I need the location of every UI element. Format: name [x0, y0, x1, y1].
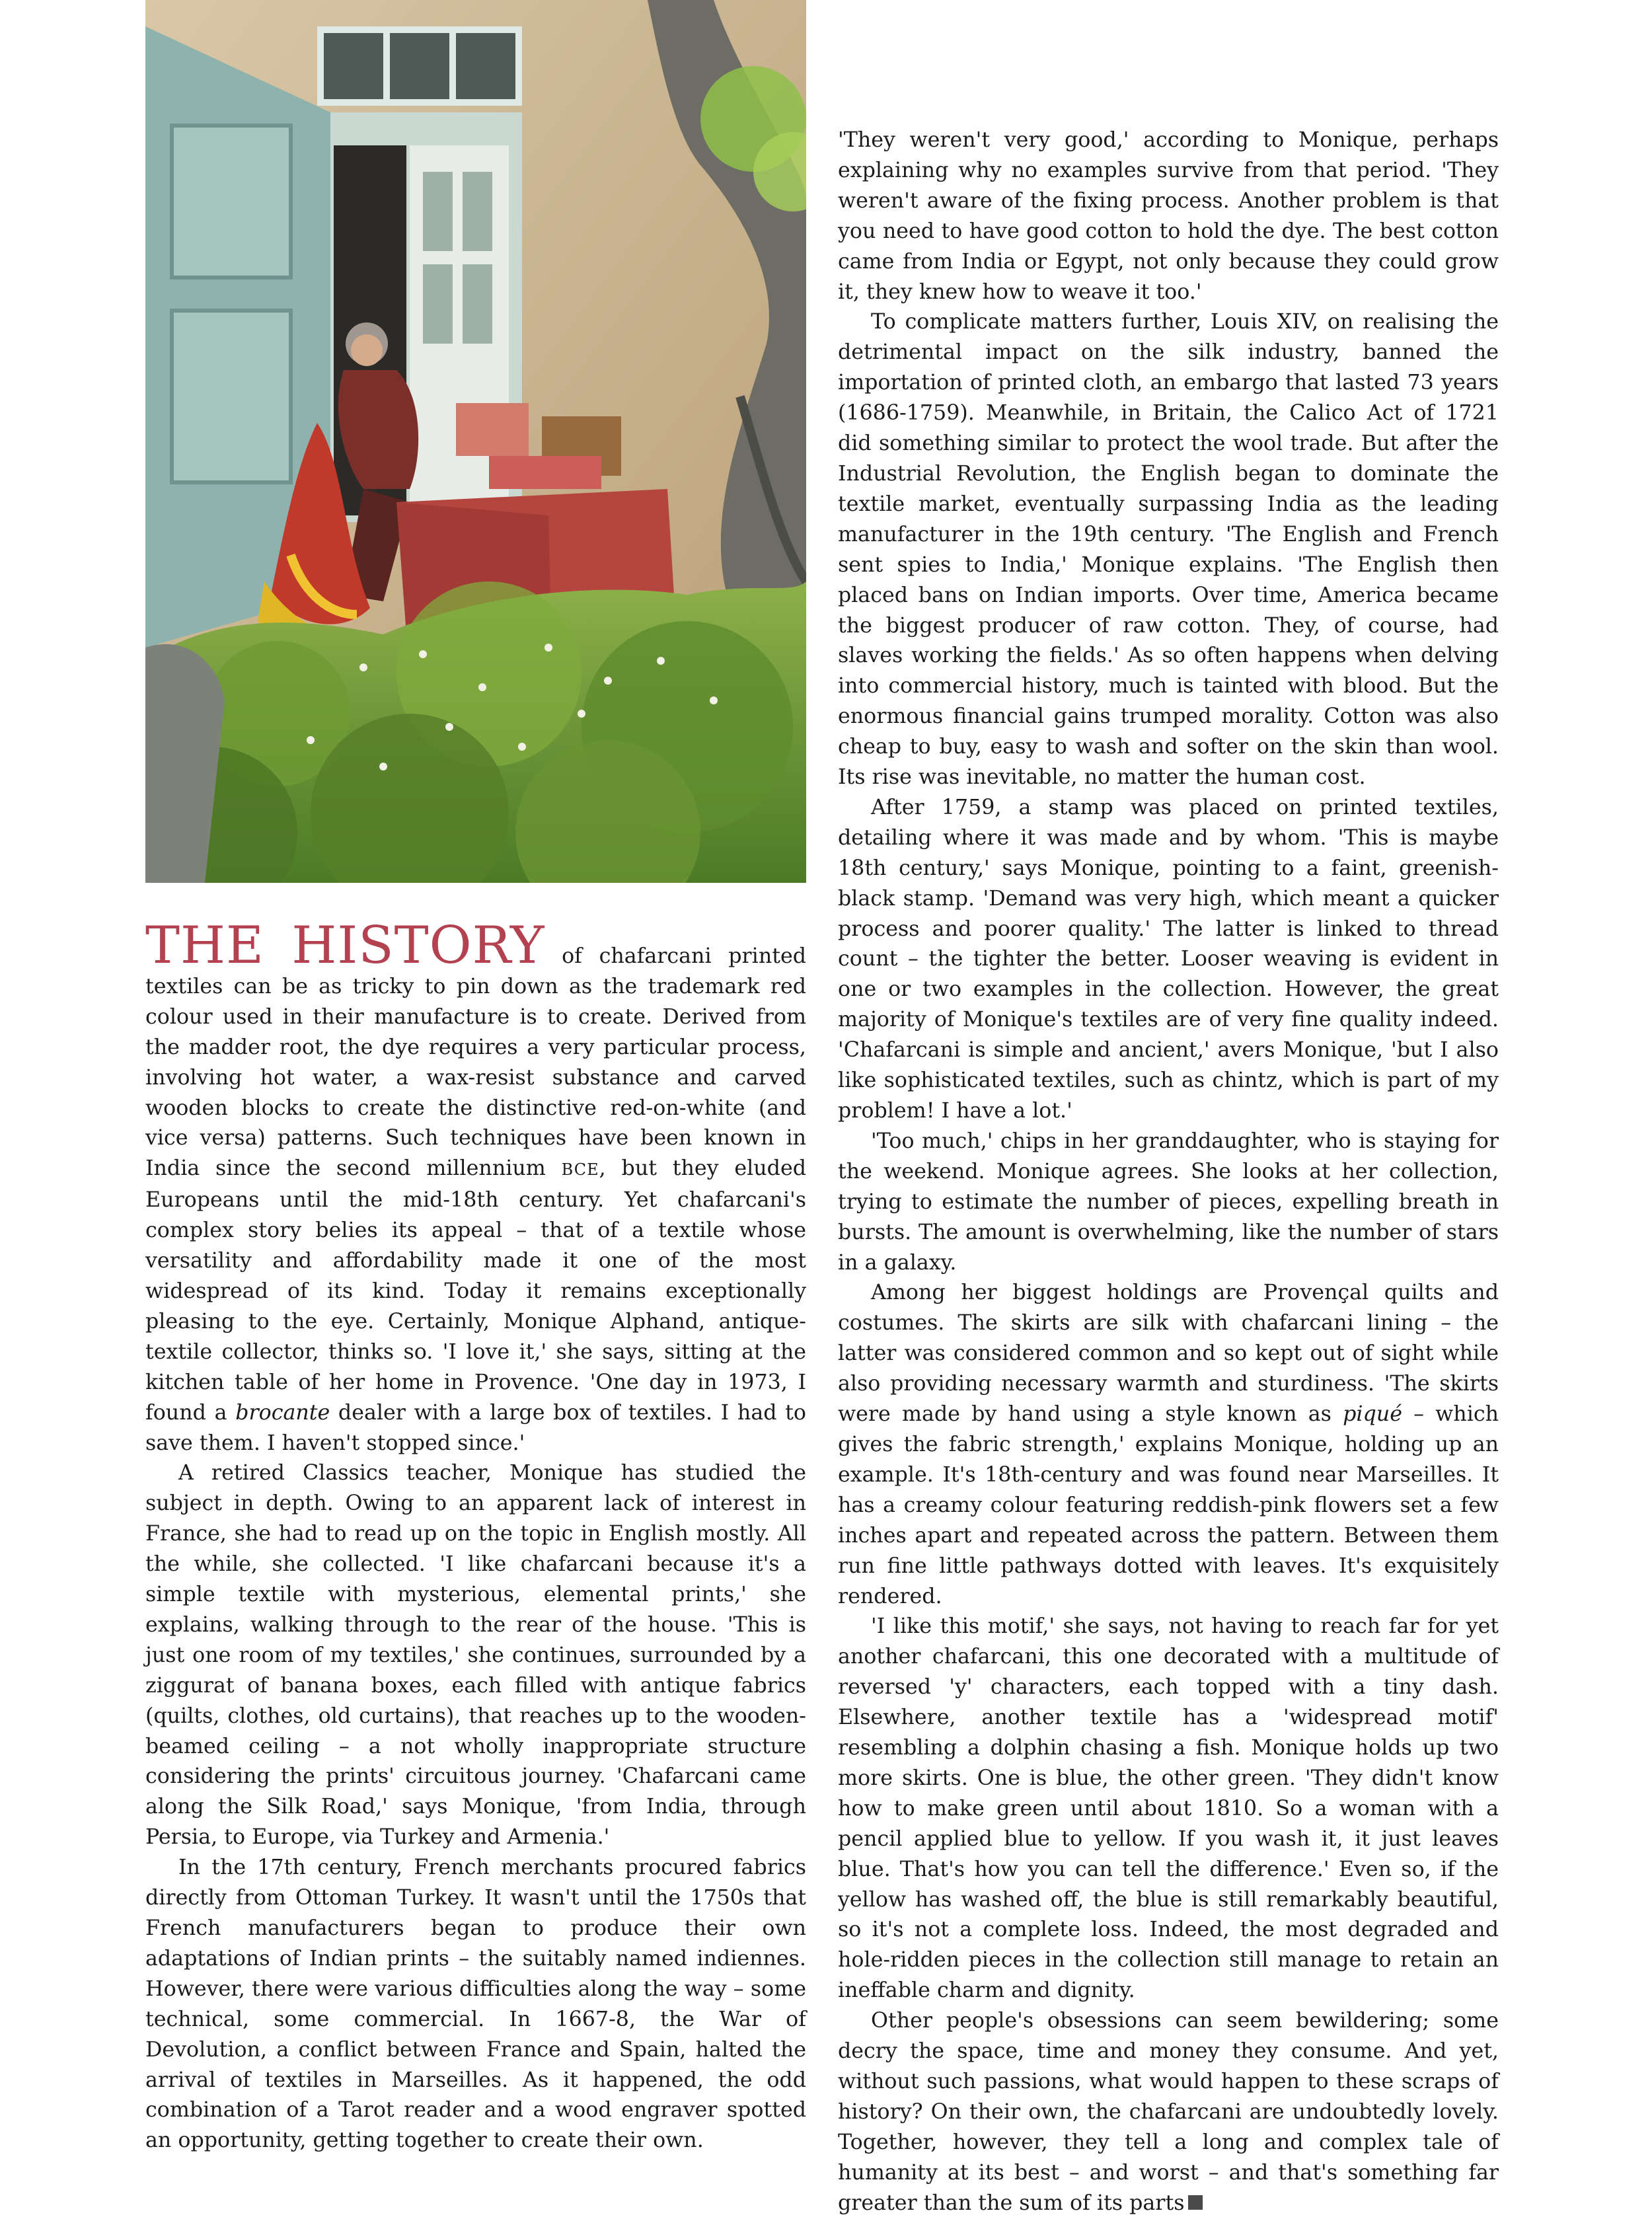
article-paragraph: 'I like this motif,' she says, not having to reach far for yet another chafarcani, this one decorated with a multitude of reversed 'y' characters, each topped with a tiny dash. Elsewhere, another textile has a 'widespread motif' resembling a dolphin chasing a fish. Monique holds up two more skirts. One is blue, the other green. 'They didn't know how to make green until about 1810. So a woman with a pencil applied blue to yellow. If you wash it, it just leaves blue. That's how you can tell the difference.' Even so, if the yellow has washed off, the blue is still remarkably beautiful, so it's not a complete loss. Indeed, the most degraded and hole-ridden pieces in the collection still manage to retain an ineffable charm and dignity. [838, 1614, 1499, 2003]
article-paragraph: 'Too much,' chips in her granddaughter, who is staying for the weekend. Monique agrees. She looks at her collection, trying to estimate the number of pieces, expelling breath in bursts. The amount is overwhelming, like the number of stars in a galaxy. [838, 1129, 1499, 1275]
article-paragraph: THE HISTORY of chafarcani printed textiles can be as tricky to pin down as the trademark red colour used in their manufacture is to create. Derived from the madder root, the dye requires a very particular process, involving hot water, a wax-resist substance and carved wooden blocks to create the distinctive red-on-white (and vice versa) patterns. Such techniques have been known in India since the second millennium BCE, but they eluded Europeans until the mid-18th century. Yet chafarcani's complex story belies its appeal – that of a textile whose versatility and affordability made it one of the most widespread of its kind. Today it remains exceptionally pleasing to the eye. Certainly, Monique Alphand, antique-textile collector, thinks so. 'I love it,' she says, sitting at the kitchen table of her home in Provence. 'One day in 1973, I found a brocante dealer with a large box of textiles. I had to save them. I haven't stopped since.' [145, 916, 807, 1455]
article-paragraph: Among her biggest holdings are Provençal quilts and costumes. The skirts are silk with chafarcani lining – the latter was considered common and so kept out of sight while also providing necessary warmth and sturdiness. 'The skirts were made by hand using a style known as piqué – which gives the fabric strength,' explains Monique, holding up an example. It's 18th-century and was found near Marseilles. It has a creamy colour featuring reddish-pink flowers set a few inches apart and repeated across the pattern. Between them run fine little pathways dotted with leaves. It's exquisitely rendered. [838, 1281, 1499, 1608]
article-paragraph: In the 17th century, French merchants procured fabrics directly from Ottoman Turkey. It wasn't until the 1750s that French manufacturers began to produce their own adaptations of Indian prints – the suitably named indiennes. However, there were various difficulties along the way – some technical, some commercial. In 1667-8, the War of Devolution, a conflict between France and Spain, halted the arrival of textiles in Marseilles. As it happened, the odd combination of a Tarot reader and a wood engraver spotted an opportunity, getting together to create their own. [145, 1856, 806, 2153]
article-paragraph: Other people's obsessions can seem bewildering; some decry the space, time and money they consume. And yet, without such passions, what would happen to these scraps of history? On their own, the chafarcani are undoubtedly lovely. Together, however, they tell a long and complex tale of humanity at its best – and worst – and that's something far greater than the sum of its parts [838, 2009, 1499, 2215]
article-paragraph: To complicate matters further, Louis XIV, on realising the detrimental impact on the silk industry, banned the importation of printed cloth, an embargo that lasted 73 years (1686-1759). Meanwhile, in Britain, the Calico Act of 1721 did something similar to protect the wool trade. But after the Industrial Revolution, the English began to dominate the textile market, eventually surpassing India as the leading manufacturer in the 19th century. 'The English and French sent spies to India,' Monique explains. 'The English then placed bans on Indian imports. Over time, America became the biggest producer of raw cotton. They, of course, had slaves working the fields.' As so often happens when delving into commercial history, much is tainted with blood. But the enormous financial gains trumped morality. Cotton was also cheap to buy, easy to wash and softer on the skin than wool. Its rise was inevitable, no matter the human cost. [838, 310, 1499, 790]
lead-heading: THE HISTORY [145, 916, 545, 975]
woman-with-textiles-photo [145, 0, 806, 883]
end-mark-icon [1188, 2195, 1203, 2210]
article-column-right [838, 126, 1499, 2219]
article-paragraph: After 1759, a stamp was placed on printed textiles, detailing where it was made and by whom. 'This is maybe 18th century,' says Monique, pointing to a faint, greenish-black stamp. 'Demand was very high, which meant a quicker process and poorer quality.' The latter is linked to thread count – the tighter the better. Looser weaving is evident in one or two examples in the collection. However, the great majority of Monique's textiles are of very fine quality indeed. 'Chafarcani is simple and ancient,' avers Monique, 'but I also like sophisticated textiles, such as chintz, which is part of my problem! I have a lot.' [838, 795, 1499, 1123]
article-paragraph: A retired Classics teacher, Monique has studied the subject in depth. Owing to an apparent lack of interest in France, she had to read up on the topic in English mostly. All the while, she collected. 'I like chafarcani because it's a simple textile with mysterious, elemental prints,' she explains, walking through to the rear of the house. 'This is just one room of my textiles,' she continues, surrounded by a ziggurat of banana boxes, each filled with antique fabrics (quilts, clothes, old curtains), that reaches up to the wooden-beamed ceiling – a not wholly inappropriate structure considering the prints' circuitous journey. 'Chafarcani came along the Silk Road,' says Monique, 'from India, through Persia, to Europe, via Turkey and Armenia.' [145, 1461, 806, 1850]
article-column-left [145, 916, 807, 2156]
article-paragraph: 'They weren't very good,' according to Monique, perhaps explaining why no examples survive from that period. 'They weren't aware of the fixing process. Another problem is that you need to have good cotton to hold the dye. The best cotton came from India or Egypt, not only because they could grow it, they knew how to weave it too.' [838, 128, 1499, 304]
